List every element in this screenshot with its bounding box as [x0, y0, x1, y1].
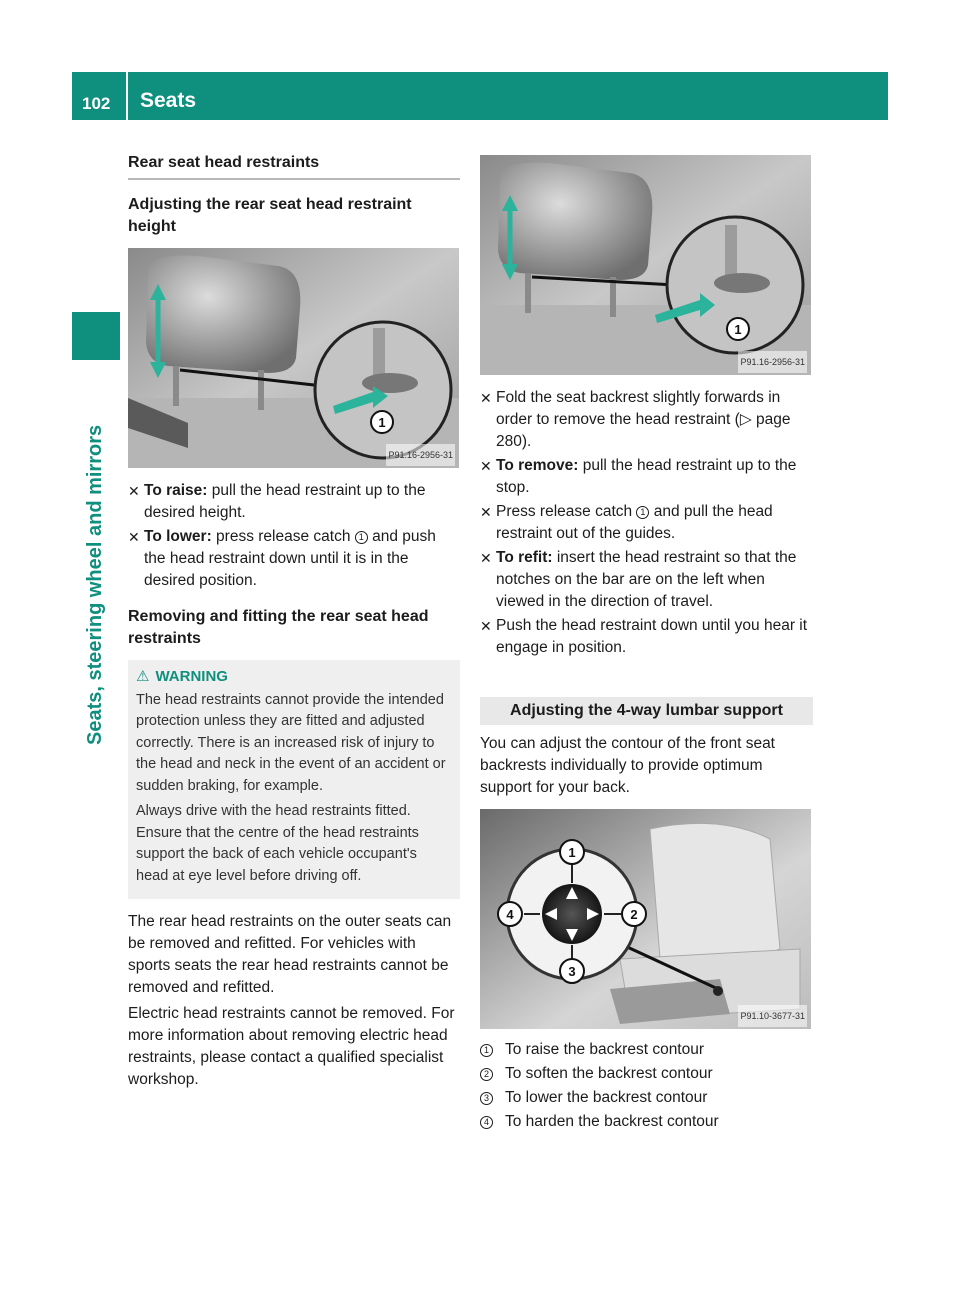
- step-arrow-icon: ✕: [128, 529, 140, 545]
- lumbar-marker-4: [498, 902, 522, 926]
- figure-code: P91.16-2956-31: [386, 444, 455, 466]
- step-arrow-icon: ✕: [480, 504, 492, 520]
- legend-item: [480, 1063, 813, 1085]
- steps-remove-refit: [480, 387, 813, 659]
- step-text: Press release catch: [496, 503, 637, 520]
- step-text: and pull the head restraint out of the guides.: [496, 503, 773, 542]
- legend-marker: 3: [480, 1092, 493, 1105]
- step-arrow-icon: ✕: [480, 550, 492, 566]
- step-text: Fold the seat backrest slightly forwards in order to remove the head restraint (: [496, 389, 781, 428]
- lumbar-legend: [480, 1039, 813, 1133]
- page-ref: page 280).: [496, 411, 791, 450]
- legend-item: [480, 1039, 813, 1061]
- right-column: [480, 155, 813, 1135]
- paragraph-lumbar: You can adjust the contour of the front seat backrests individually to provide optimum support for your back.: [480, 735, 775, 796]
- figure-lumbar-switch: [480, 809, 811, 1029]
- lumbar-marker-1: [560, 840, 584, 864]
- step-fold-backrest: [480, 387, 813, 453]
- legend-marker: 1: [480, 1044, 493, 1057]
- warning-triangle-icon: ⚠: [136, 668, 150, 685]
- figure-head-restraint-remove: [480, 155, 811, 375]
- figure-head-restraint-adjust: [128, 248, 459, 468]
- step-arrow-icon: ✕: [128, 483, 140, 499]
- warning-box: [128, 660, 460, 899]
- step-press-catch: [480, 501, 813, 545]
- step-raise: [128, 480, 460, 524]
- step-refit: [480, 547, 813, 613]
- section-title-lumbar-support: Adjusting the 4-way lumbar support: [480, 697, 813, 725]
- head-restraint-illustration: [480, 155, 811, 375]
- page-ref-arrow-icon: ▷: [739, 411, 752, 428]
- svg-text:4: 4: [506, 907, 514, 922]
- svg-text:3: 3: [568, 964, 576, 979]
- paragraph-outer-seats: The rear head restraints on the outer seats can be removed and refitted. For vehicles with sports seats the rear head restraints cannot be removed and refitted.: [128, 913, 452, 996]
- figure-code: P91.10-3677-31: [738, 1005, 807, 1027]
- legend-text: To harden the backrest contour: [505, 1113, 719, 1130]
- svg-text:1: 1: [568, 845, 576, 860]
- legend-marker: 4: [480, 1116, 493, 1129]
- warning-header: [136, 666, 452, 688]
- header-divider: [126, 72, 128, 120]
- step-text: and push the head restraint down until it is in the desired position.: [144, 528, 436, 589]
- warning-paragraph-2: Always drive with the head restraints fitted. Ensure that the centre of the head restraints support the back of each vehicle occupant's head at eye level before driving off.: [136, 803, 419, 884]
- paragraph-electric: Electric head restraints cannot be removed. For more information about removing electric head restraints, please contact a qualified specialist workshop.: [128, 1005, 455, 1088]
- page-title: Seats: [140, 89, 197, 112]
- step-lead: To lower:: [144, 528, 212, 545]
- step-push-down: [480, 615, 813, 659]
- svg-text:1: 1: [378, 415, 386, 430]
- lumbar-marker-2: [622, 902, 646, 926]
- svg-text:2: 2: [630, 907, 638, 922]
- page-number: 102: [82, 94, 111, 113]
- legend-text: To lower the backrest contour: [505, 1089, 708, 1106]
- chapter-label: Seats, steering wheel and mirrors: [84, 424, 106, 745]
- step-arrow-icon: ✕: [480, 618, 492, 634]
- subheading-adjust-height: Adjusting the rear seat head restraint height: [128, 196, 412, 235]
- step-remove: [480, 455, 813, 499]
- lumbar-switch-illustration: [480, 809, 811, 1029]
- steps-adjust-height: [128, 480, 460, 592]
- marker-1: 1: [636, 506, 649, 519]
- step-text: press release catch: [211, 528, 355, 545]
- step-text: pull the head restraint up to the stop.: [496, 457, 797, 496]
- step-text: insert the head restraint so that the notches on the bar are on the left when viewed in the direction of travel.: [496, 549, 797, 610]
- warning-label: WARNING: [155, 668, 228, 685]
- section-title-rear-head-restraints: Rear seat head restraints: [128, 152, 460, 180]
- head-restraint-illustration: [128, 248, 459, 468]
- legend-text: To soften the backrest contour: [505, 1065, 713, 1082]
- step-text: pull the head restraint up to the desired height.: [144, 482, 426, 521]
- legend-item: [480, 1111, 813, 1133]
- figure-code: P91.16-2956-31: [738, 351, 807, 373]
- legend-text: To raise the backrest contour: [505, 1041, 705, 1058]
- step-lead: To refit:: [496, 549, 553, 566]
- left-column: [128, 152, 460, 1095]
- step-lead: To remove:: [496, 457, 579, 474]
- chapter-tab: [72, 312, 120, 360]
- lumbar-marker-3: [560, 959, 584, 983]
- step-arrow-icon: ✕: [480, 458, 492, 474]
- svg-text:1: 1: [734, 322, 742, 337]
- marker-1: 1: [355, 531, 368, 544]
- legend-marker: 2: [480, 1068, 493, 1081]
- step-arrow-icon: ✕: [480, 390, 492, 406]
- subheading-remove-fit: Removing and fitting the rear seat head restraints: [128, 608, 429, 647]
- warning-paragraph-1: The head restraints cannot provide the intended protection unless they are fitted and adjusted correctly. There is an increased risk of injury to the head and neck in the event of an accident or sudden braking, for example.: [136, 691, 446, 794]
- legend-item: [480, 1087, 813, 1109]
- step-lower: [128, 526, 460, 592]
- step-text: Push the head restraint down until you hear it engage in position.: [496, 617, 808, 656]
- step-lead: To raise:: [144, 482, 208, 499]
